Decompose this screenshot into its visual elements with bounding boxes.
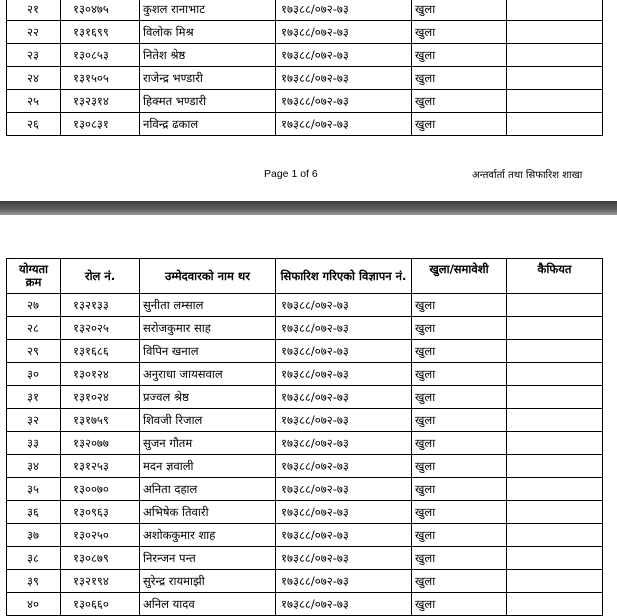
candidate-name-cell: हिक्मत भण्डारी: [140, 90, 276, 113]
advertisement-number-cell: १७३८८/०७२-७३: [276, 44, 412, 67]
rank-cell: ४०: [7, 593, 61, 616]
results-table-body: [7, 294, 603, 616]
rank-cell: २२: [7, 21, 61, 44]
category-cell: खुला: [412, 44, 507, 67]
remarks-header: कैफियत: [507, 259, 603, 294]
rank-cell: २४: [7, 67, 61, 90]
candidate-name-header: उम्मेदवारको नाम थर: [140, 259, 276, 294]
table-row: [7, 547, 603, 570]
rank-cell: २३: [7, 44, 61, 67]
table-row: [7, 21, 603, 44]
rank-cell: ३२: [7, 409, 61, 432]
candidate-name-cell: सरोजकुमार साह: [140, 317, 276, 340]
results-table-body: [7, 0, 603, 136]
page-separator: [0, 201, 617, 215]
remarks-cell: [507, 570, 603, 593]
rank-cell: ३७: [7, 524, 61, 547]
category-cell: खुला: [412, 21, 507, 44]
roll-number-cell: १३०८३१: [61, 113, 140, 136]
table-row: [7, 432, 603, 455]
candidate-name-cell: प्रज्वल श्रेष्ठ: [140, 386, 276, 409]
remarks-cell: [507, 547, 603, 570]
roll-number-cell: १३०९६३: [61, 501, 140, 524]
category-cell: खुला: [412, 340, 507, 363]
rank-cell: २५: [7, 90, 61, 113]
category-cell: खुला: [412, 501, 507, 524]
roll-number-cell: १३२३१४: [61, 90, 140, 113]
remarks-cell: [507, 67, 603, 90]
rank-cell: ३४: [7, 455, 61, 478]
roll-number-cell: १३१०२४: [61, 386, 140, 409]
candidate-name-cell: अशोककुमार शाह: [140, 524, 276, 547]
advertisement-number-cell: १७३८८/०७२-७३: [276, 90, 412, 113]
advertisement-number-cell: १७३८८/०७२-७३: [276, 340, 412, 363]
category-cell: खुला: [412, 363, 507, 386]
table-row: [7, 67, 603, 90]
advertisement-number-cell: १७३८८/०७२-७३: [276, 478, 412, 501]
office-footer-label: अन्तर्वार्ता तथा सिफारिश शाखा: [472, 170, 583, 181]
candidate-name-cell: अभिषेक तिवारी: [140, 501, 276, 524]
roll-number-cell: १३१७५९: [61, 409, 140, 432]
results-table-header: [7, 259, 603, 294]
advertisement-number-cell: १७३८८/०७२-७३: [276, 455, 412, 478]
category-header: खुला/समावेशी: [412, 259, 507, 294]
candidate-name-cell: शिवजी रिजाल: [140, 409, 276, 432]
roll-number-cell: १३०१२४: [61, 363, 140, 386]
remarks-cell: [507, 317, 603, 340]
header-row: [7, 259, 603, 294]
roll-number-cell: १३१५०५: [61, 67, 140, 90]
remarks-cell: [507, 113, 603, 136]
table-row: [7, 294, 603, 317]
advertisement-number-cell: १७३८८/०७२-७३: [276, 67, 412, 90]
advertisement-number-cell: १७३८८/०७२-७३: [276, 294, 412, 317]
remarks-cell: [507, 294, 603, 317]
rank-cell: २८: [7, 317, 61, 340]
roll-number-cell: १३०८७९: [61, 547, 140, 570]
remarks-cell: [507, 501, 603, 524]
remarks-cell: [507, 409, 603, 432]
roll-number-cell: १३१६८६: [61, 340, 140, 363]
advertisement-number-cell: १७३८८/०७२-७३: [276, 113, 412, 136]
advertisement-number-cell: १७३८८/०७२-७३: [276, 524, 412, 547]
table-row: [7, 317, 603, 340]
category-cell: खुला: [412, 593, 507, 616]
roll-number-cell: १३२०२५: [61, 317, 140, 340]
results-table-page-2: [6, 258, 603, 616]
remarks-cell: [507, 0, 603, 21]
advertisement-number-cell: १७३८८/०७२-७३: [276, 386, 412, 409]
category-cell: खुला: [412, 67, 507, 90]
rank-cell: ३८: [7, 547, 61, 570]
candidate-name-cell: अनिल यादव: [140, 593, 276, 616]
advertisement-number-cell: १७३८८/०७२-७३: [276, 570, 412, 593]
advertisement-number-cell: १७३८८/०७२-७३: [276, 21, 412, 44]
candidate-name-cell: विपिन खनाल: [140, 340, 276, 363]
category-cell: खुला: [412, 570, 507, 593]
table-row: [7, 593, 603, 616]
rank-cell: ३५: [7, 478, 61, 501]
category-cell: खुला: [412, 113, 507, 136]
roll-number-cell: १३२०७७: [61, 432, 140, 455]
rank-cell: २१: [7, 0, 61, 21]
category-cell: खुला: [412, 478, 507, 501]
remarks-cell: [507, 44, 603, 67]
table-row: [7, 570, 603, 593]
rank-cell: २७: [7, 294, 61, 317]
candidate-name-cell: अनिता दहाल: [140, 478, 276, 501]
remarks-cell: [507, 363, 603, 386]
remarks-cell: [507, 90, 603, 113]
category-cell: खुला: [412, 547, 507, 570]
remarks-cell: [507, 478, 603, 501]
table-row: [7, 386, 603, 409]
advertisement-number-cell: १७३८८/०७२-७३: [276, 363, 412, 386]
candidate-name-cell: राजेन्द्र भण्डारी: [140, 67, 276, 90]
advertisement-number-cell: १७३८८/०७२-७३: [276, 547, 412, 570]
rank-cell: २९: [7, 340, 61, 363]
remarks-cell: [507, 21, 603, 44]
table-row: [7, 0, 603, 21]
advertisement-number-cell: १७३८८/०७२-७३: [276, 593, 412, 616]
remarks-cell: [507, 455, 603, 478]
advertisement-number-cell: १७३८८/०७२-७३: [276, 501, 412, 524]
candidate-name-cell: अनुराधा जायसवाल: [140, 363, 276, 386]
candidate-name-cell: सुनीता लम्साल: [140, 294, 276, 317]
candidate-name-cell: विलोक मिश्र: [140, 21, 276, 44]
rank-cell: २६: [7, 113, 61, 136]
candidate-name-cell: मदन ज्ञवाली: [140, 455, 276, 478]
advertisement-number-cell: १७३८८/०७२-७३: [276, 432, 412, 455]
category-cell: खुला: [412, 409, 507, 432]
candidate-name-cell: नितेश श्रेष्ठ: [140, 44, 276, 67]
roll-number-cell: १३२१३३: [61, 294, 140, 317]
rank-header: योग्यता क्रम: [7, 259, 61, 294]
table-row: [7, 478, 603, 501]
candidate-name-cell: नविन्द्र ढकाल: [140, 113, 276, 136]
roll-number-header: रोल नं.: [61, 259, 140, 294]
candidate-name-cell: निरन्जन पन्त: [140, 547, 276, 570]
rank-cell: ३६: [7, 501, 61, 524]
table-row: [7, 524, 603, 547]
category-cell: खुला: [412, 432, 507, 455]
table-row: [7, 113, 603, 136]
advertisement-number-header: सिफारिश गरिएको विज्ञापन नं.: [276, 259, 412, 294]
advertisement-number-cell: १७३८८/०७२-७३: [276, 0, 412, 21]
table-row: [7, 501, 603, 524]
remarks-cell: [507, 593, 603, 616]
category-cell: खुला: [412, 317, 507, 340]
roll-number-cell: १३०६६०: [61, 593, 140, 616]
roll-number-cell: १३१२५३: [61, 455, 140, 478]
table-row: [7, 409, 603, 432]
page-number-label: Page 1 of 6: [264, 168, 318, 180]
table-row: [7, 455, 603, 478]
category-cell: खुला: [412, 386, 507, 409]
remarks-cell: [507, 386, 603, 409]
table-row: [7, 363, 603, 386]
roll-number-cell: १३००७०: [61, 478, 140, 501]
remarks-cell: [507, 432, 603, 455]
roll-number-cell: १३२१९४: [61, 570, 140, 593]
roll-number-cell: १३१६९९: [61, 21, 140, 44]
remarks-cell: [507, 524, 603, 547]
roll-number-cell: १३०४७५: [61, 0, 140, 21]
rank-cell: ३०: [7, 363, 61, 386]
candidate-name-cell: सुजन गौतम: [140, 432, 276, 455]
candidate-name-cell: सुरेन्द्र रायमाझी: [140, 570, 276, 593]
category-cell: खुला: [412, 0, 507, 21]
remarks-cell: [507, 340, 603, 363]
table-row: [7, 44, 603, 67]
roll-number-cell: १३०२५०: [61, 524, 140, 547]
advertisement-number-cell: १७३८८/०७२-७३: [276, 409, 412, 432]
roll-number-cell: १३०८५३: [61, 44, 140, 67]
category-cell: खुला: [412, 294, 507, 317]
rank-cell: ३३: [7, 432, 61, 455]
category-cell: खुला: [412, 455, 507, 478]
candidate-name-cell: कुशल रानाभाट: [140, 0, 276, 21]
table-row: [7, 90, 603, 113]
table-row: [7, 340, 603, 363]
category-cell: खुला: [412, 90, 507, 113]
rank-cell: ३१: [7, 386, 61, 409]
rank-cell: ३९: [7, 570, 61, 593]
results-table-page-1: [6, 0, 603, 136]
advertisement-number-cell: १७३८८/०७२-७३: [276, 317, 412, 340]
category-cell: खुला: [412, 524, 507, 547]
